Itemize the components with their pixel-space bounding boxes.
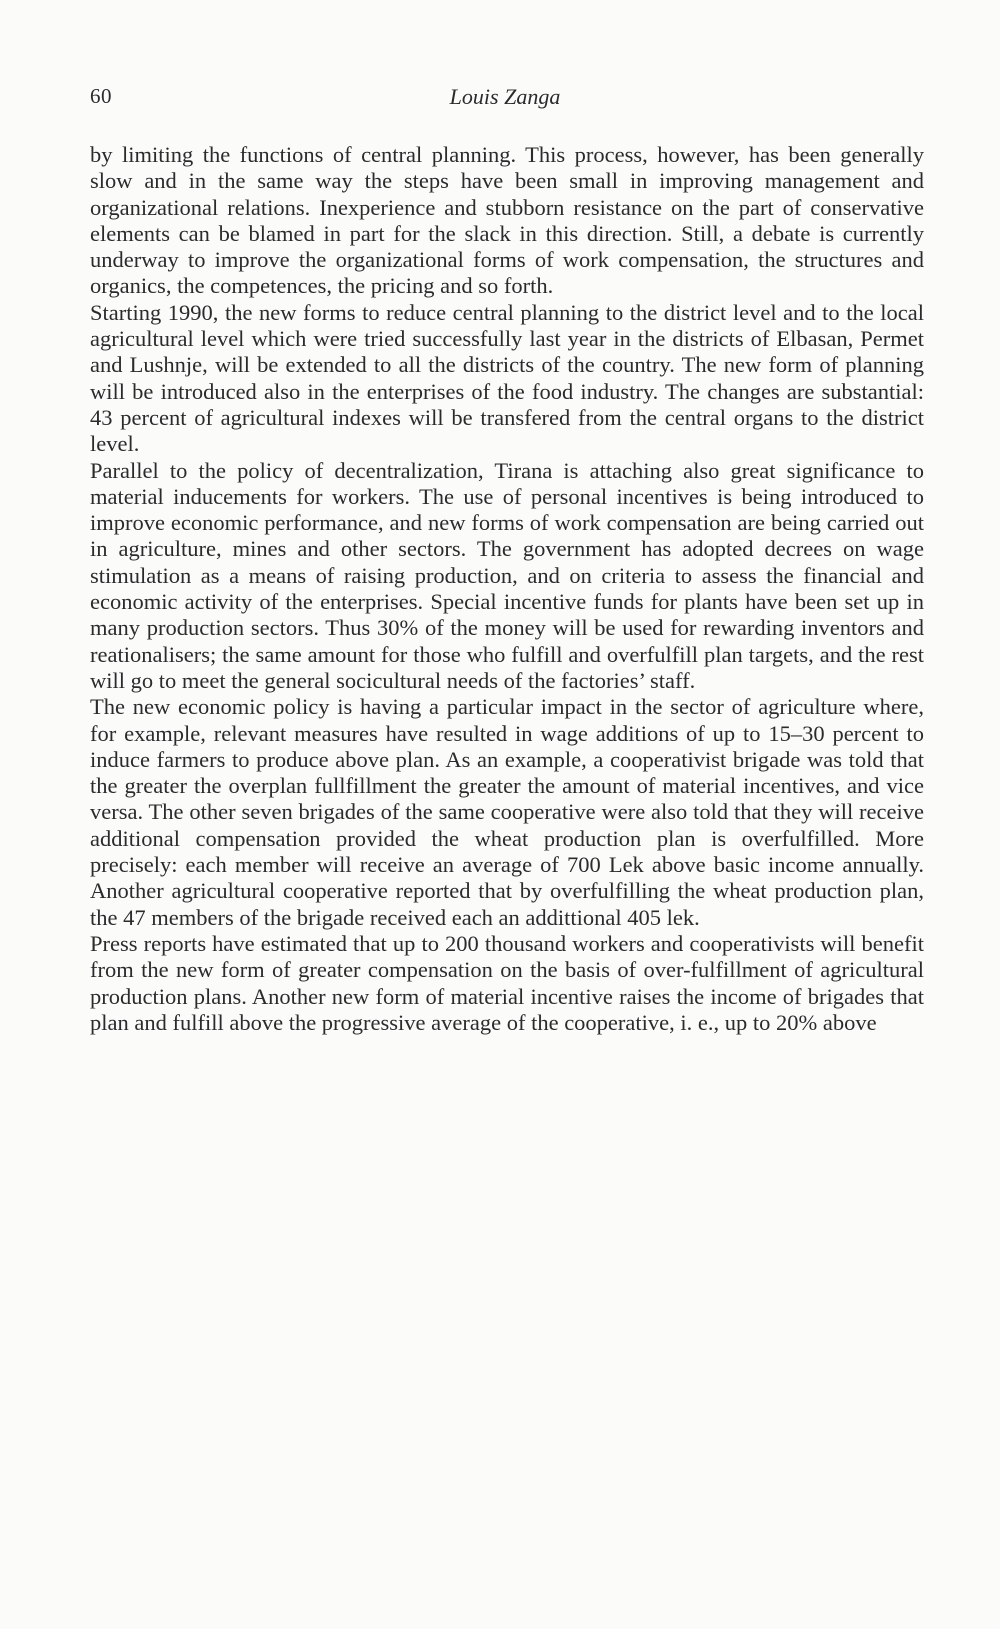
paragraph-3: Parallel to the policy of decentralization, Tirana is attaching also great significance to material inducements for workers. The use of personal incentives is being introduced to improve economic performance, and new forms of work compensation are being carried out in agriculture, mines and other sectors. The government has adopted decrees on wage stimulation as a means of raising production, and on criteria to assess the financial and economic activity of the enterprises. Special incentive funds for plants have been set up in many production sectors. Thus 30% of the money will be used for rewarding inventors and reationalisers; the same amount for those who fulfill and overfulfill plan targets, and the rest will go to meet the general socicultural needs of the factories’ staff.	[90, 457, 924, 693]
paragraph-4: The new economic policy is having a particular impact in the sector of agriculture where, for example, relevant measures have resulted in wage additions of up to 15–30 percent to induce farmers to produce above plan. As an example, a cooperativist brigade was told that the greater the overplan fullfillment the greater the amount of material incentives, and vice versa. The other seven brigades of the same cooperative were also told that they will receive additional compensation provided the wheat production plan is overfulfilled. More precisely: each member will receive an average of 700 Lek above basic income annually. Another agricultural cooperative reported that by overfulfilling the wheat production plan, the 47 members of the brigade received each an addittional 405 lek.	[90, 694, 924, 930]
running-head	[90, 84, 920, 114]
body-text	[90, 142, 924, 1036]
paragraph-5: Press reports have estimated that up to 200 thousand workers and cooperativists will benefit from the new form of greater compensation on the basis of over-fulfillment of agricultural production plans. Another new form of material incentive raises the income of brigades that plan and fulfill above the progressive average of the cooperative, i. e., up to 20% above	[90, 930, 924, 1035]
paragraph-1: by limiting the functions of central planning. This process, however, has been generally slow and in the same way the steps have been small in improving management and organizational relations. Inexperience and stubborn resistance on the part of conservative elements can be blamed in part for the slack in this direction. Still, a debate is currently underway to improve the organizational forms of work compensation, the structures and organics, the competences, the pricing and so forth.	[90, 142, 924, 299]
running-title: Louis Zanga	[449, 84, 561, 109]
paragraph-2: Starting 1990, the new forms to reduce central planning to the district level and to the local agricultural level which were tried successfully last year in the districts of Elbasan, Permet and Lushnje, will be extended to all the districts of the country. The new form of planning will be introduced also in the enterprises of the food industry. The changes are substantial: 43 percent of agricultural indexes will be transfered from the central organs to the district level.	[90, 299, 924, 457]
page-number: 60	[90, 84, 112, 108]
